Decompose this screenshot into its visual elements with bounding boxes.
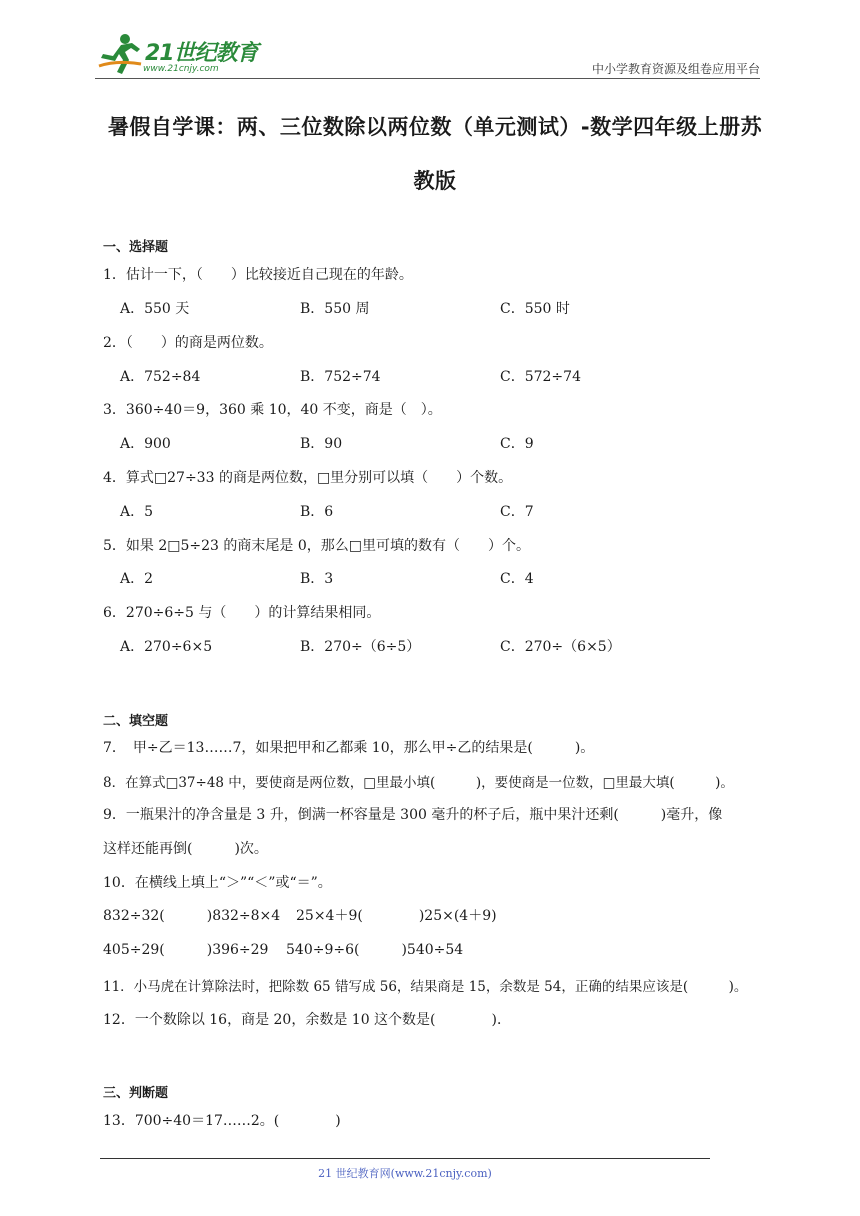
q3-option-c: C．9: [500, 436, 534, 452]
logo: [95, 30, 265, 78]
logo-text: 21世纪教育: [145, 41, 258, 66]
question-2: 2．（ ）的商是两位数。: [103, 335, 273, 351]
q5-option-a: A．2: [120, 571, 154, 587]
platform-label: 中小学教育资源及组卷应用平台: [591, 62, 760, 76]
q3-option-a: A．900: [120, 436, 171, 452]
section-heading-choice: 一、选择题: [103, 240, 169, 255]
section-heading-fill: 二、填空题: [103, 714, 169, 729]
title-line-2: 教版: [413, 169, 457, 193]
question-13: 13．700÷40＝17……2。( ): [103, 1113, 341, 1129]
header-divider: [95, 78, 760, 79]
logo-url: www.21cnjy.com: [143, 64, 219, 74]
q4-option-a: A．5: [120, 504, 154, 520]
question-11: 11．小马虎在计算除法时，把除数 65 错写成 56，结果商是 15，余数是 54，正确的结果应该是( )。: [103, 979, 748, 995]
q1-option-c: C．550 时: [500, 301, 570, 317]
q2-option-b: B．752÷74: [300, 369, 381, 385]
q1-option-a: A．550 天: [120, 301, 190, 317]
question-3: 3．360÷40＝9，360 乘 10，40 不变，商是（ ）。: [103, 402, 442, 418]
q5-option-c: C．4: [500, 571, 534, 587]
question-5: 5．如果 2□5÷23 的商末尾是 0，那么□里可填的数有（ ）个。: [103, 538, 530, 554]
q6-option-c: C．270÷（6×5）: [500, 639, 621, 655]
q1-option-b: B．550 周: [300, 301, 370, 317]
question-7: 7． 甲÷乙＝13……7，如果把甲和乙都乘 10，那么甲÷乙的结果是( )。: [103, 740, 595, 756]
q5-option-b: B．3: [300, 571, 334, 587]
q4-option-c: C．7: [500, 504, 534, 520]
question-8: 8．在算式□37÷48 中，要使商是两位数，□里最小填( )，要使商是一位数，□里最大填( )。: [103, 775, 734, 791]
q6-option-a: A．270÷6×5: [120, 639, 213, 655]
q10-row-2-right: 540÷9÷6( )540÷54: [286, 942, 464, 958]
q10-row-1-right: 25×4＋9( )25×(4＋9): [296, 908, 497, 924]
page-header: [95, 30, 760, 80]
q2-option-a: A．752÷84: [120, 369, 201, 385]
q2-option-c: C．572÷74: [500, 369, 581, 385]
question-1: 1．估计一下，（ ）比较接近自己现在的年龄。: [103, 267, 413, 283]
question-12: 12．一个数除以 16，商是 20，余数是 10 这个数是( )．: [103, 1012, 511, 1028]
q10-row-2-left: 405÷29( )396÷29: [103, 942, 269, 958]
q6-option-b: B．270÷（6÷5）: [300, 639, 421, 655]
question-10: 10．在横线上填上“＞”“＜”或“＝”。: [103, 875, 332, 891]
q3-option-b: B．90: [300, 436, 343, 452]
question-6: 6．270÷6÷5 与（ ）的计算结果相同。: [103, 605, 381, 621]
question-9-line-2: 这样还能再倒( )次。: [103, 841, 268, 857]
question-4: 4．算式□27÷33 的商是两位数，□里分别可以填（ ）个数。: [103, 470, 513, 486]
q10-row-1-left: 832÷32( )832÷8×4: [103, 908, 281, 924]
page-title: [95, 100, 775, 208]
title-line-1: 暑假自学课：两、三位数除以两位数（单元测试）-数学四年级上册苏: [107, 115, 763, 139]
runner-logo-icon: [95, 30, 145, 76]
footer-link[interactable]: 21 世纪教育网(www.21cnjy.com): [318, 1167, 492, 1180]
question-9-line-1: 9．一瓶果汁的净含量是 3 升，倒满一杯容量是 300 毫升的杯子后，瓶中果汁还剩( )毫升，像: [103, 807, 723, 823]
footer-divider: [100, 1158, 710, 1159]
q4-option-b: B．6: [300, 504, 334, 520]
section-heading-judge: 三、判断题: [103, 1086, 169, 1101]
